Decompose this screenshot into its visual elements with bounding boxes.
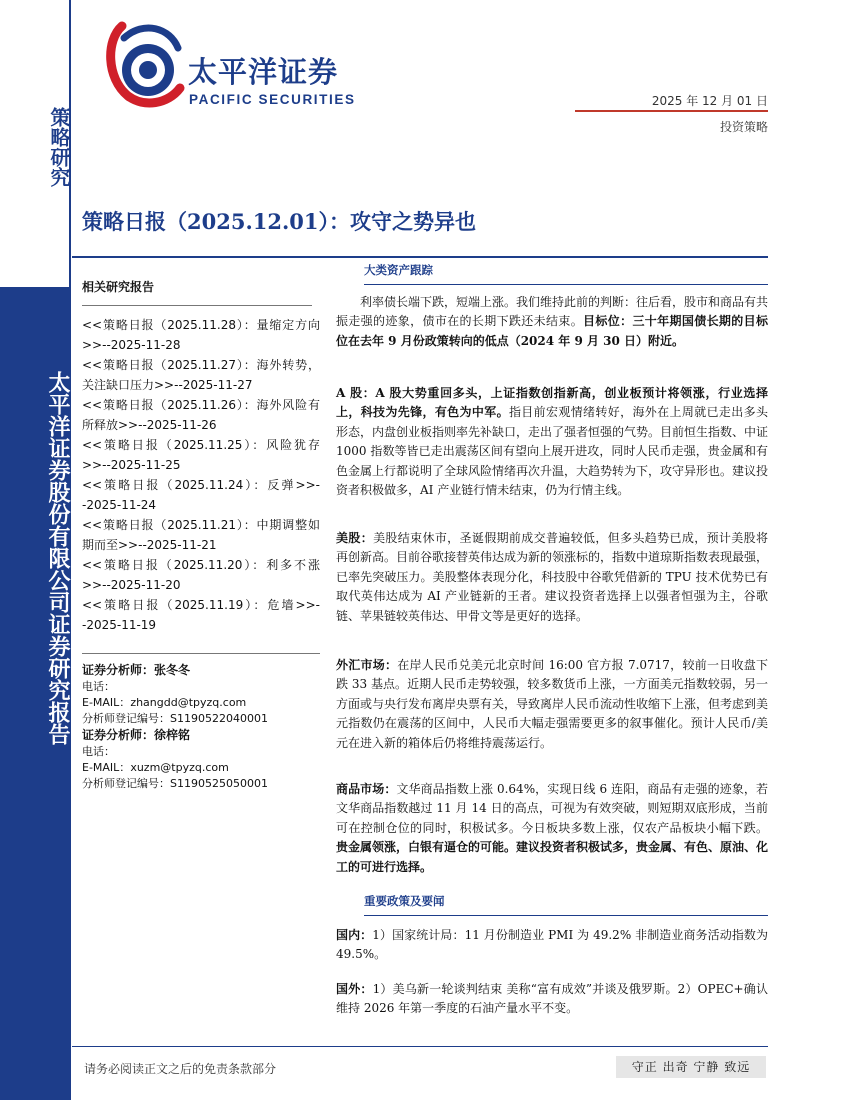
related-report-link[interactable]: <<策略日报（2025.11.25）：风险犹存>>--2025-11-25: [82, 438, 320, 472]
paragraph-rates: [336, 293, 768, 351]
analyst-phone: 电话：: [82, 745, 115, 758]
logo-text-cn: 太平洋证券: [188, 55, 339, 89]
analyst-role: 证券分析师：: [82, 728, 155, 742]
analyst-reg-label: 分析师登记编号：: [82, 712, 170, 725]
analyst-name: 张冬冬: [154, 663, 191, 677]
related-reports-heading: 相关研究报告: [82, 262, 312, 306]
paragraph-text: 1）美乌新一轮谈判结束 美称“富有成效”并谈及俄罗斯。2）OPEC+确认维持 2026 年第一季度的石油产量水平不变。: [336, 982, 768, 1016]
analyst-reg-number: S1190522040001: [170, 712, 268, 725]
report-category: 投资策略: [719, 120, 768, 134]
paragraph-lead: 国外：: [336, 982, 373, 996]
analyst-email[interactable]: zhangdd@tpyzq.com: [130, 696, 247, 709]
analyst-email-label: E-MAIL：: [82, 696, 131, 709]
paragraph-text: 指目前宏观情绪转好，海外在上周就已走出多头形态，内盘创业板指则率先补缺口，走出了强者恒强的气势。目前恒生指数、中证 1000 指数等皆已走出震荡区间有望向上展开进攻，同时人民币走强，贵金属和有色金属上行都说明了全球风险情绪再次升温，大趋势转为下，攻守异形也。建议投资者积极做多，AI 产业链行情未结束，仍为行情主线。: [336, 405, 769, 498]
sidebar-bottom-label: 太平洋证券股份有限公司证券研究报告: [45, 371, 71, 745]
analyst-email-row: [82, 760, 320, 776]
paragraph-emphasis: 贵金属领涨，白银有逼仓的可能。建议投资者积极试多，贵金属、有色、原油、化工的可进行选择。: [336, 840, 769, 874]
paragraph-domestic: [336, 926, 768, 965]
paragraph-text: 利率债长端下跌，短端上涨。我们维持此前的判断：往后看，股市和商品有共振走强的迹象，债市在的长期下跌还未结束。: [336, 295, 769, 329]
analyst-role: 证券分析师：: [82, 663, 155, 677]
paragraph-emphasis: 目标位：三十年期国债长期的目标位在去年 9 月份政策转向的低点（2024 年 9 月 30 日）附近。: [336, 314, 768, 348]
paragraph-lead: 国内：: [336, 928, 373, 942]
analyst-reg-number: S1190525050001: [170, 777, 268, 790]
related-report-link[interactable]: <<策略日报（2025.11.21）：中期调整如期而至>>--2025-11-21: [82, 518, 320, 552]
paragraph-international: [336, 980, 768, 1019]
logo-text-en: PACIFIC SECURITIES: [189, 92, 356, 107]
analyst-info: [82, 653, 320, 792]
footer-motto: 守正 出奇 宁静 致远: [616, 1056, 766, 1078]
paragraph-us-stocks: [336, 529, 768, 626]
analyst-email-label: E-MAIL：: [82, 761, 131, 774]
paragraph-lead: A 股：A 股大势重回多头，上证指数创指新高，创业板预计将领涨，行业选择上，科技为先锋，有色为中军。: [336, 386, 768, 420]
report-date: 2025 年 12 月 01 日: [651, 94, 768, 108]
analyst-reg-row: [82, 711, 320, 727]
footer-disclaimer: 请务必阅读正文之后的免责条款部分: [84, 1062, 277, 1076]
paragraph-lead: 美股：: [336, 531, 374, 545]
analyst-email[interactable]: xuzm@tpyzq.com: [130, 761, 229, 774]
analyst-reg-label: 分析师登记编号：: [82, 777, 170, 790]
related-report-link[interactable]: <<策略日报（2025.11.28）：量缩定方向>>--2025-11-28: [82, 318, 320, 352]
sidebar-top-label: 策略研究: [47, 107, 71, 187]
related-report-link[interactable]: <<策略日报（2025.11.27）：海外转势，关注缺口压力>>--2025-11-27: [82, 358, 320, 392]
analyst-name: 徐梓铭: [154, 728, 191, 742]
paragraph-commodities: [336, 780, 768, 877]
related-report-link[interactable]: <<策略日报（2025.11.26）：海外风险有所释放>>--2025-11-26: [82, 398, 320, 432]
analyst-reg-row: [82, 776, 320, 792]
related-report-link[interactable]: <<策略日报（2025.11.24）：反弹>>--2025-11-24: [82, 478, 320, 512]
paragraph-text: 1）国家统计局：11 月份制造业 PMI 为 49.2% 非制造业商务活动指数为 49.5%。: [336, 928, 768, 962]
section-heading-asset-tracking: 大类资产跟踪: [364, 262, 768, 285]
date-divider: [575, 110, 768, 112]
analyst-phone: 电话：: [82, 680, 115, 693]
analyst-heading: [82, 662, 320, 679]
paragraph-lead: 外汇市场：: [336, 658, 398, 672]
paragraph-text: 美股结束休市，圣诞假期前成交普遍较低，但多头趋势已成，预计美股将再创新高。目前谷歌接替英伟达成为新的领涨标的，指数中道琼斯指数表现最强，已率先突破压力。美股整体表现分化，科技股中谷歌凭借新的 TPU 技术优势已有取代英伟达成为 AI 产业链新的王者。建议投资者选择上以强者恒强为主，谷歌链、苹果链较英伟达、甲骨文等是更好的选择。: [336, 531, 769, 623]
analyst-heading: [82, 727, 320, 744]
report-title: 策略日报（2025.12.01）：攻守之势异也: [82, 209, 477, 234]
related-report-link[interactable]: <<策略日报（2025.11.19）：危墙>>--2025-11-19: [82, 598, 320, 632]
footer-divider: [72, 1046, 768, 1047]
left-column: [82, 262, 320, 792]
title-divider: [72, 256, 768, 258]
paragraph-a-share: [336, 384, 768, 500]
analyst-email-row: [82, 695, 320, 711]
paragraph-lead: 商品市场：: [336, 782, 397, 796]
section-heading-policy-news: 重要政策及要闻: [364, 893, 768, 916]
paragraph-text: 文华商品指数上涨 0.64%，实现日线 6 连阳，商品有走强的迹象，若文华商品指数越过 11 月 14 日的高点，可视为有效突破，则短期双底形成，当前可在控制仓位的同时，积极试多。今日板块多数上涨，仅农产品板块小幅下跌。: [336, 782, 768, 835]
paragraph-fx: [336, 656, 768, 753]
related-report-link[interactable]: <<策略日报（2025.11.20）：利多不涨>>--2025-11-20: [82, 558, 320, 592]
related-reports-list: [82, 316, 320, 635]
company-logo: [104, 18, 364, 116]
logo-mark-icon: [104, 18, 188, 116]
paragraph-text: 在岸人民币兑美元北京时间 16:00 官方报 7.0717，较前一日收盘下跌 33 基点。近期人民币走势较强，较多数货币上涨，一方面美元指数较弱，另一方面或与央行发布离岸央票有关，导致离岸人民币流动性收缩下上涨，但考虑到美元指数仍在震荡的区间中，人民币大幅走强需要更多的叙事催化。预计人民币/美元在进入新的箱体后仍将维持震荡运行。: [336, 658, 769, 750]
